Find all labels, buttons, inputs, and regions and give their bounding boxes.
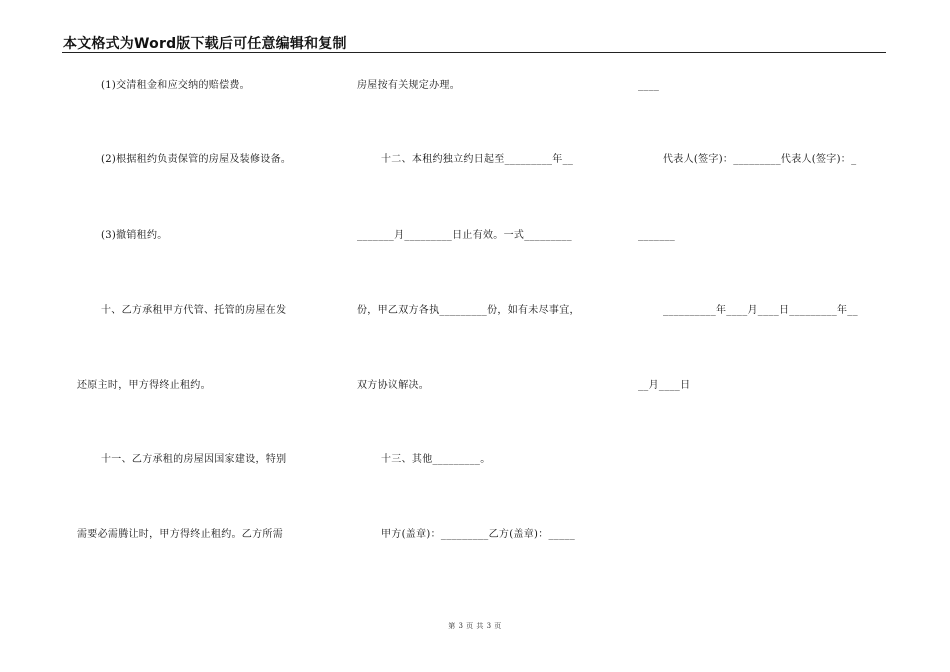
text-line: _______ [638, 230, 676, 241]
text-line: 需要必需腾让时，甲方得终止租约。乙方所需 [77, 529, 283, 540]
text-column-3 [630, 0, 890, 672]
text-line: 十三、其他_________。 [381, 454, 491, 465]
text-line: (2)根据租约负责保管的房屋及装修设备。 [101, 154, 292, 165]
text-line: __月____日 [638, 380, 691, 391]
text-line: __________年____月____日_________年__ [663, 305, 858, 316]
text-line: 十一、乙方承租的房屋因国家建设，特别 [101, 454, 287, 465]
text-line: _______月_________日止有效。一式_________ [357, 230, 572, 241]
text-column-2 [330, 0, 630, 672]
text-line: 份，甲乙双方各执_________份，如有未尽事宜， [357, 305, 580, 316]
text-line: (1)交清租金和应交纳的赔偿费。 [101, 80, 250, 91]
text-line: (3)撤销租约。 [101, 230, 168, 241]
text-line: 十二、本租约独立约日起至_________年__ [381, 154, 574, 165]
text-line: 房屋按有关规定办理。 [357, 80, 460, 91]
document-header-title: 本文格式为Word版下载后可任意编辑和复制 [63, 36, 347, 52]
text-line: ____ [638, 80, 660, 91]
page-number: 第 3 页 共 3 页 [448, 622, 502, 630]
text-line: 还原主时，甲方得终止租约。 [77, 380, 211, 391]
text-line: 甲方(盖章)：_________乙方(盖章)：_____ [381, 529, 576, 540]
text-line: 十、乙方承租甲方代管、托管的房屋在发 [101, 305, 287, 316]
text-line: 代表人(签字)：_________代表人(签字)：_ [663, 154, 857, 165]
text-column-1 [0, 0, 330, 672]
text-line: 双方协议解决。 [357, 380, 430, 391]
